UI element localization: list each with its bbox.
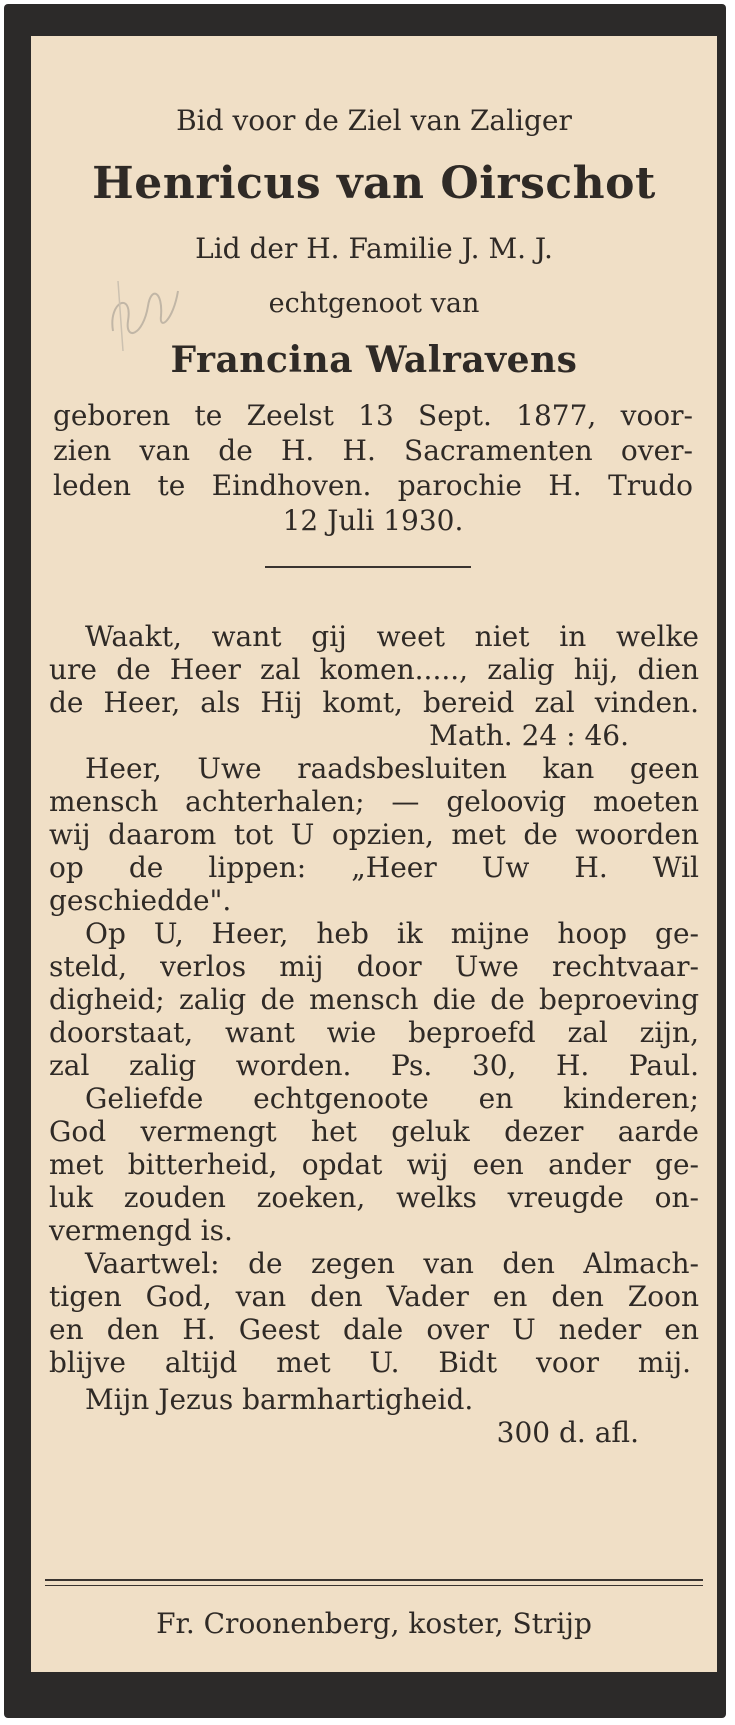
verse-line: Heer, Uwe raadsbesluiten kan geen xyxy=(85,752,699,785)
verse-line: Waakt, want gij weet niet in welke xyxy=(85,620,699,653)
divider-rule xyxy=(265,566,471,568)
verse-line: Op U, Heer, heb ik mijne hoop ge- xyxy=(85,917,699,950)
verse-line: luk zouden zoeken, welks vreugde on- xyxy=(49,1181,699,1214)
verse-line: digheid; zalig de mensch die de beproeving xyxy=(49,983,699,1016)
bio-line: leden te Eindhoven. parochie H. Trudo xyxy=(53,469,693,502)
verse-line: met bitterheid, opdat wij een ander ge- xyxy=(49,1148,699,1181)
indulgence-note: 300 d. afl. xyxy=(496,1416,639,1449)
card-paper xyxy=(31,36,717,1672)
spouse-name: Francina Walravens xyxy=(170,339,578,381)
verse-line: geschiedde". xyxy=(49,884,232,917)
invocation-line: Bid voor de Ziel van Zaliger xyxy=(176,104,572,137)
bio-line: geboren te Zeelst 13 Sept. 1877, voor- xyxy=(53,399,693,432)
verse-line: steld, verlos mij door Uwe rechtvaar- xyxy=(49,950,699,983)
footer-rule xyxy=(45,1579,703,1581)
biography-block xyxy=(53,398,693,538)
verse-line: doorstaat, want wie beproefd zal zijn, xyxy=(49,1016,699,1049)
verse-line: God vermengt het geluk dezer aarde xyxy=(49,1115,699,1148)
verse-line: Geliefde echtgenoote en kinderen; xyxy=(85,1082,699,1115)
bio-line: zien van de H. H. Sacramenten over- xyxy=(53,434,693,467)
verse-line: wij daarom tot U opzien, met de woorden xyxy=(49,818,699,851)
verse-line: op de lippen: „Heer Uw H. Wil xyxy=(49,851,699,884)
verse-block xyxy=(49,620,699,1449)
verse-line: zal zalig worden. Ps. 30, H. Paul. xyxy=(49,1049,699,1082)
verse-line: tigen God, van den Vader en den Zoon xyxy=(49,1280,699,1313)
verse-reference: Math. 24 : 46. xyxy=(429,719,629,752)
verse-line: mensch achterhalen; — geloovig moeten xyxy=(49,785,699,818)
verse-line: Vaartwel: de zegen van den Almach- xyxy=(85,1247,699,1280)
verse-line: de Heer, als Hij komt, bereid zal vinden. xyxy=(49,686,699,719)
verse-line: blijve altijd met U. Bidt voor mij. xyxy=(49,1346,691,1379)
verse-line: vermengd is. xyxy=(49,1214,233,1247)
spouse-intro: echtgenoot van xyxy=(268,288,480,319)
printer-line: Fr. Croonenberg, koster, Strijp xyxy=(156,1607,592,1640)
verse-line: ure de Heer zal komen....., zalig hij, dien xyxy=(49,653,699,686)
deceased-name: Henricus van Oirschot xyxy=(92,158,656,209)
membership-line: Lid der H. Familie J. M. J. xyxy=(195,232,553,265)
verse-line: en den H. Geest dale over U neder en xyxy=(49,1313,699,1346)
closing-prayer: Mijn Jezus barmhartigheid. xyxy=(85,1383,474,1416)
bio-line: 12 Juli 1930. xyxy=(282,504,464,537)
footer-rule-thin xyxy=(45,1585,703,1586)
